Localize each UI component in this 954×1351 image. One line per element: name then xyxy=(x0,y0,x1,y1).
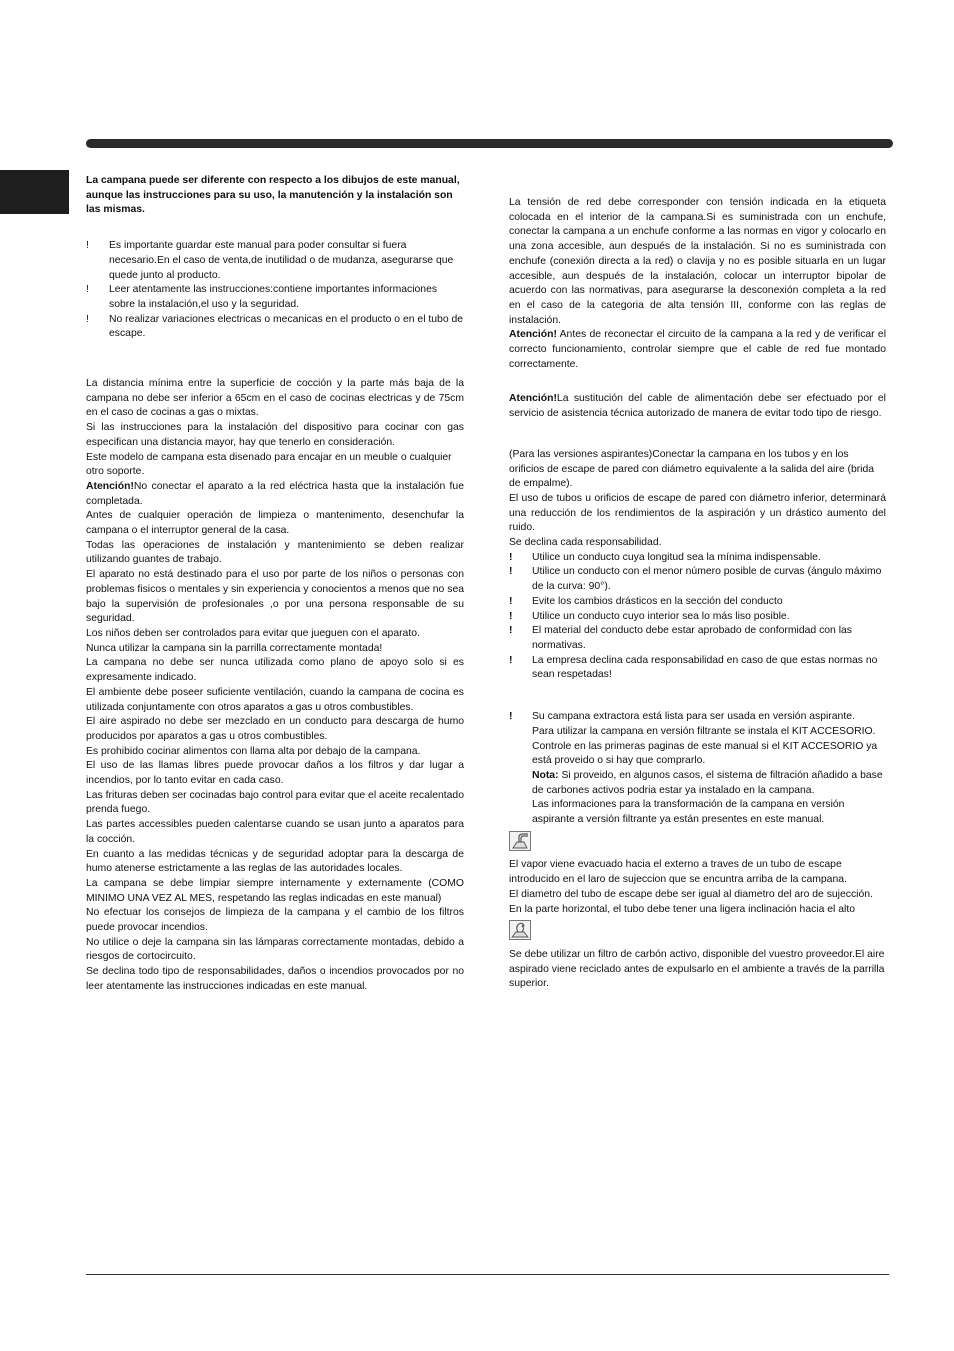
list-item: ! Utilice un conducto con el menor número posible de curvas (ángulo máximo de la curva: 90°). xyxy=(509,566,882,593)
list-item: ! Leer atentamente las instrucciones:contiene importantes informaciones sobre la instalación,el uso y la seguridad. xyxy=(86,284,438,310)
paragraph: El ambiente debe poseer suficiente ventilación, cuando la campana de cocina es utilizada conjuntamente con otros aparatos a gas u otros combustibles. xyxy=(86,686,464,713)
paragraph: Las partes accessibles pueden calentarse cuando se usan junto a aparatos para la cocción. xyxy=(86,819,464,845)
language-tab xyxy=(0,170,69,214)
filtering-version xyxy=(509,917,886,992)
paragraph: El uso de tubos u orificios de escape de pared con diámetro inferior, determinará una reducción de los rendimientos de la aspiración y un drástico aumento del ruido. xyxy=(509,492,886,534)
paragraph: Es prohibido cocinar alimentos con llama alta por debajo de la campana. xyxy=(86,745,421,757)
left-column xyxy=(86,174,464,995)
duct-rules-list xyxy=(509,551,886,683)
paragraph: Atención!La sustitución del cable de alimentación debe ser efectuado por el servicio de asistencia técnica autorizado de manera de evitar todo tipo de riesgo. xyxy=(509,393,886,420)
paragraph: Este modelo de campana esta disenado para encajar en un meuble o cualquier otro soporte. xyxy=(86,451,452,478)
list-item: ! No realizar variaciones electricas o mecanicas en el producto o en el tubo de escape. xyxy=(86,313,464,340)
paragraph: La campana se debe limpiar siempre internamente y externamente (COMO MINIMO UNA VEZ AL MES, respetando las reglas indicadas en este manual) xyxy=(86,877,464,904)
aspirating-version xyxy=(509,828,886,918)
footer-rule xyxy=(86,1274,889,1275)
paragraph: Nunca utilizar la campana sin la parrilla correctamente montada! xyxy=(86,642,383,654)
version-section xyxy=(509,710,886,828)
recirculation-icon xyxy=(509,920,531,940)
paragraph: El aparato no está destinado para el uso por parte de los niños o personas con problemas fisicos o mentales y sin experiencia y conocientos a menos que no sea bajo la supervisión de profesionales ,o por una persona responsable de su seguridad. xyxy=(86,569,464,625)
paragraph: Las frituras deben ser cocinadas bajo control para evitar que el aceite recalentado prenda fuego. xyxy=(86,789,464,816)
duct-exhaust-icon xyxy=(509,831,531,851)
list-item: ! Su campana extractora está lista para ser usada en versión aspirante. Para utilizar la campana en versión filtrante se instala el KIT ACCESORIO. Controle en las primeras paginas de este manual si el KIT ACCESORIO ya está proveido o si hay que comprarlo. Nota: Si proveido, en algunos casos, el sistema de filtración añadido a base de carbones activos podria estar ya instalado en la campana. Las informaciones para la transformación de la campana en versión aspirante a versión filtrante ya están presentes en este manual. xyxy=(509,711,883,826)
list-item: ! La empresa declina cada responsabilidad en caso de que estas normas no sean respetadas! xyxy=(509,654,878,681)
paragraph: No utilice o deje la campana sin las lámparas correctamente montadas, debido a riesgos de cortocircuito. xyxy=(86,936,464,963)
paragraph: El diametro del tubo de escape debe ser igual al diametro del aro de sujección. xyxy=(509,888,873,900)
safety-section xyxy=(86,377,464,995)
paragraph: La distancia mínima entre la superficie de cocción y la parte más baja de la campana no debe ser inferior a 65cm en el caso de cocinas electricas y de 75cm en el caso de cocinas a gas o mixtas. xyxy=(86,378,464,419)
exhaust-section xyxy=(509,448,886,683)
general-warnings-list xyxy=(86,239,464,342)
list-item: ! El material del conducto debe estar aprobado de conformidad con las normativas. xyxy=(509,625,852,651)
list-item: ! Utilice un conducto cuyo interior sea lo más liso posible. xyxy=(509,610,790,622)
paragraph: Atención!No conectar el aparato a la red eléctrica hasta que la instalación fue completada. xyxy=(86,480,464,507)
paragraph: Atención! Antes de reconectar el circuito de la campana a la red y de verificar el correcto funcionamiento, controlar siempre que el cable de red fue montado correctamente. xyxy=(509,329,886,370)
list-item: ! Es importante guardar este manual para poder consultar si fuera necesario.En el caso de venta,de inutilidad o de mudanza, asegurarse que quede junto al producto. xyxy=(86,240,454,281)
paragraph: El uso de las llamas libres puede provocar daños a los filtros y dar lugar a incendios, por lo tanto evitar en cada caso. xyxy=(86,760,464,787)
paragraph: Se declina todo tipo de responsabilidades, daños o incendios provocados por no leer atentamente las instrucciones indicadas en este manual. xyxy=(86,966,464,992)
paragraph: El vapor viene evacuado hacia el externo a traves de un tubo de escape introducido en el laro de sujeccion que se encuntra arriba de la campana. xyxy=(509,859,847,886)
paragraph: No efectuar los consejos de limpieza de la campana y el cambio de los filtros puede provocar incendios. xyxy=(86,907,464,934)
right-column xyxy=(509,196,886,992)
paragraph: Antes de cualquier operación de limpieza o mantenimento, desenchufar la campana o el interruptor general de la casa. xyxy=(86,510,464,537)
paragraph: Se debe utilizar un filtro de carbón activo, disponible del vuestro proveedor.El aire aspirado viene reciclado antes de expulsarlo en el ambiente a través de la parrilla superior. xyxy=(509,948,885,990)
list-item: ! Utilice un conducto cuya longitud sea la mínima indispensable. xyxy=(509,551,821,563)
header-rule xyxy=(86,139,893,148)
paragraph: La campana no debe ser nunca utilizada como plano de apoyo solo si es expresamente indicado. xyxy=(86,657,464,684)
intro-note: La campana puede ser diferente con respecto a los dibujos de este manual, aunque las instrucciones para su uso, la manutención y la instalación son las mismas. xyxy=(86,175,460,216)
paragraph: Todas las operaciones de instalación y mantenimiento se deben realizar utilizando guantes de trabajo. xyxy=(86,539,464,566)
paragraph: El aire aspirado no debe ser mezclado en un conducto para descarga de humo producidos por aparatos a gas u otros combustibles. xyxy=(86,716,464,742)
paragraph: Se declina cada responsabilidad. xyxy=(509,537,662,549)
list-item: ! Evite los cambios drásticos en la sección del conducto xyxy=(509,595,783,607)
paragraph: Los niños deben ser controlados para evitar que jueguen con el aparato. xyxy=(86,627,420,639)
paragraph: En cuanto a las medidas técnicas y de seguridad adoptar para la descarga de humo atenerse estrictamente a las reglas de las autoridades locales. xyxy=(86,848,464,875)
paragraph: La tensión de red debe corresponder con tensión indicada en la etiqueta colocada en el interior de la campana.Si es suministrada con un enchufe, conectar la campana a un enchufe conforme a las normas en vigor y colocarlo en una zona accesible, aun después de la instalación. Si no es suministrada con enchufe (conexión directa a la red) o clavija y no es posible situarla en un lugar accesible, aun después de la instalación, colocar un interruptor bipolar de acuerdo con las normativas, para asegurarse la desconexión completa a la red en el caso de la categoria de alta tensión III, conforme con las reglas de instalación. xyxy=(509,197,886,326)
paragraph: En la parte horizontal, el tubo debe tener una ligera inclinación hacia el alto xyxy=(509,903,856,915)
paragraph: Si las instrucciones para la instalación del dispositivo para cocinar con gas especifican una distancia mayor, hay que tenerlo en consideración. xyxy=(86,422,464,448)
electrical-section xyxy=(509,196,886,422)
paragraph: (Para las versiones aspirantes)Conectar la campana en los tubos y en los orificios de escape de pared con diámetro equivalente a la salida del aire (brida de empalme). xyxy=(509,448,875,490)
